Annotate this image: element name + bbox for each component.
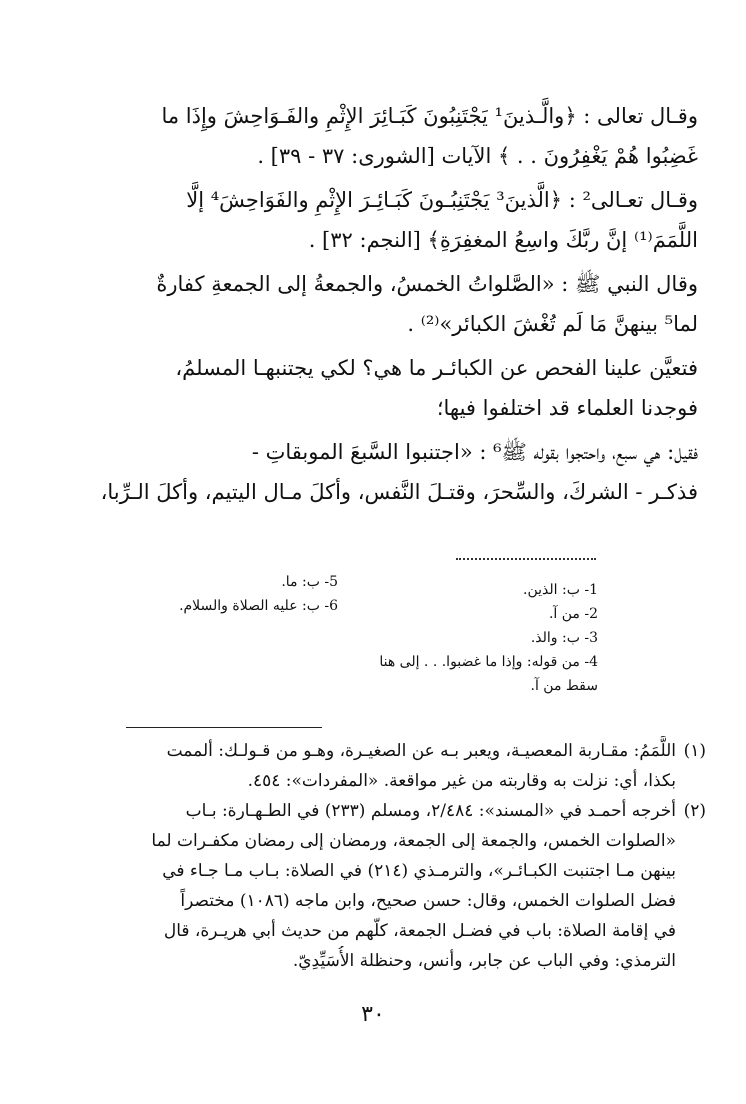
text-line: فذكـر - الشركَ، والسِّحرَ، وقتـلَ النَّفس، وأكلَ مـال اليتيم، وأكلَ الـرِّبا، (100, 480, 698, 504)
footnote-rule (126, 727, 322, 728)
text-line: لما⁵ بينهنَّ مَا لَم تُغْشَ الكبائر»⁽²⁾ . (407, 312, 698, 336)
footnote-line: «الصلوات الخمس، والجمعة إلى الجمعة، ورمضان إلى رمضان مكفـرات لما (151, 831, 676, 851)
page-number: ٣٠ (361, 1002, 385, 1027)
text-line: وقـال تعالى : ﴿والَّـذينَ¹ يَجْتَنِبُونَ كَبَـائِرَ الإِثْمِ والفَـوَاحِشَ وإِذَا ما (161, 104, 698, 128)
footnote-body (30, 796, 676, 976)
margin-note: 5- ب: ما. (281, 574, 338, 590)
footnotes (30, 736, 706, 976)
margin-note: 6- ب: عليه الصلاة والسلام. (179, 598, 338, 614)
dotted-separator (456, 558, 596, 560)
footnote (30, 736, 706, 796)
footnote (30, 796, 706, 976)
paragraph-hadith (18, 264, 698, 344)
footnote-line: فضل الصلوات الخمس، وقال: حسن صحيح، وابن ماجه (١٠٨٦) مختصراً (180, 891, 676, 911)
footnote-line: أخرجه أحمـد في «المسند»: ٢/٤٨٤، ومسلم (٢٣٣) في الطـهـارة: بـاب (185, 801, 676, 821)
text-line: وقـال تعـالى² : ﴿الَّذينَ³ يَجْتَنِبُـونَ كَبَـائِـرَ الإِثْمِ والفَوَاحِشَ⁴ إلَّا (186, 188, 698, 212)
margin-notes-right (348, 578, 598, 698)
text-line: اللَّمَمَ⁽¹⁾ إنَّ ربَّكَ واسِعُ المغفِرَةِ﴾ [النجم: ٣٢] . (308, 228, 698, 252)
paragraph-najm-verse (18, 180, 698, 260)
text-line: فتعيَّن علينا الفحص عن الكبائـر ما هي؟ لكي يجتنبهـا المسلمُ، (175, 356, 698, 380)
footnote-line: اللَّمَمُ: مقـاربة المعصيـة، ويعبر بـه عن الصغيـرة، وهـو من قـولـك: ألممت (166, 741, 676, 761)
margin-note: 4- من قوله: وإذا ما غضبوا. . . إلى هنا (379, 654, 598, 670)
footnote-body (30, 736, 676, 796)
margin-note: 3- ب: والذ. (530, 630, 598, 646)
text-line: وقال النبي ﷺ : «الصَّلواتُ الخمسُ، والجمعةُ إلى الجمعةِ كفارةٌ (156, 272, 698, 296)
text-line: غَضِبُوا هُمْ يَغْفِرُونَ . . ﴾ الآيات [الشورى: ٣٧ - ٣٩] . (257, 144, 698, 168)
footnote-number: (٢) (683, 801, 706, 821)
margin-notes-left (98, 570, 338, 618)
text-line: فقيل: هي سبع، واحتجوا بقوله ﷺ⁶ : «اجتنبوا السَّبعَ الموبقاتِ - (251, 440, 698, 464)
text-line: فوجدنا العلماء قد اختلفوا فيها؛ (436, 396, 698, 420)
paragraph-shura-verse (18, 96, 698, 176)
margin-note: 1- ب: الذين. (523, 582, 598, 598)
margin-note: سقط من آ. (530, 678, 598, 694)
footnote-line: بكذا، أي: نزلت به وقاربته من غير مواقعة. «المفردات»: ٤٥٤. (247, 771, 676, 791)
footnote-line: في إقامة الصلاة: باب في فضـل الجمعة، كلّهم من حديث أبي هريـرة، قال (163, 921, 676, 941)
margin-note: 2- من آ. (548, 606, 598, 622)
footnote-line: بينهن مـا اجتنبت الكبـائـر»، والترمـذي (٢١٤) في الصلاة: بـاب مـا جـاء في (162, 861, 676, 881)
footnote-line: الترمذي: وفي الباب عن جابر، وأنس، وحنظلة الأُسَيِّدِيّ. (292, 951, 676, 971)
footnote-number: (١) (683, 741, 706, 761)
paragraph-inquiry (18, 348, 698, 428)
paragraph-seven-sins (18, 432, 698, 512)
